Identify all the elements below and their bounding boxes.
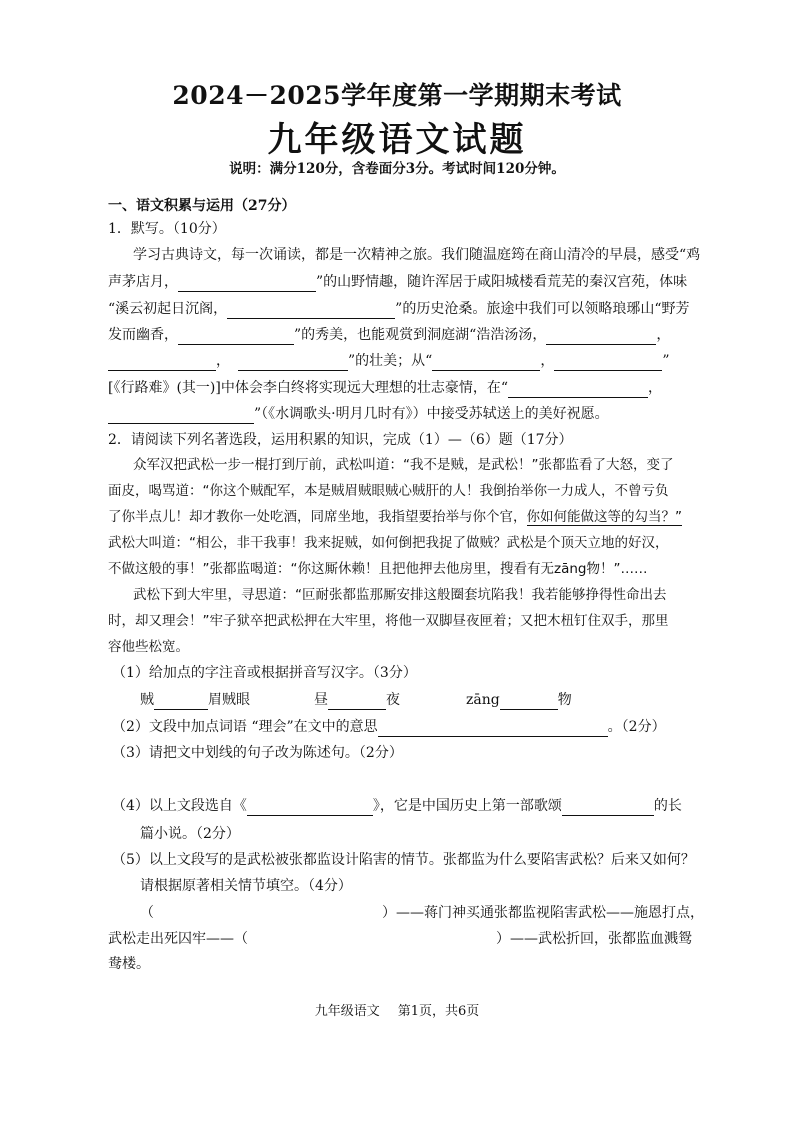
subq-4-cont: 篇小说。（2分） — [140, 826, 240, 842]
answer-blank[interactable] — [178, 328, 294, 345]
text: 武松走出死囚牢——（ — [108, 931, 248, 947]
subq-2 — [112, 717, 698, 737]
passage-line-8: 容他些松宽。 — [108, 639, 189, 655]
footer-page-number: 第1页，共6页 — [397, 1004, 480, 1019]
q1-line-5 — [108, 351, 694, 371]
answer-blank[interactable] — [238, 354, 348, 371]
text: zāng — [466, 692, 500, 708]
answer-blank[interactable] — [546, 328, 656, 345]
exam-title: 2024－2025学年度第一学期期末考试 — [172, 81, 622, 110]
text: ， — [540, 353, 555, 369]
text: 》，它是中国历史上第一部歌颂 — [372, 798, 562, 814]
q1-line-2 — [108, 272, 694, 292]
exam-subtitle: 九年级语文试题 — [267, 120, 527, 160]
text: ”的壮美；从“ — [348, 353, 433, 369]
text: ”（《水调歌头·明月几时有》）中接受苏轼送上的美好祝愿。 — [254, 406, 609, 422]
answer-blank[interactable] — [154, 693, 208, 710]
text: ”的山野情趣，随许浑居于咸阳城楼看荒芜的秦汉宫苑，体味 — [316, 274, 688, 290]
subq-5: （5）以上文段写的是武松被张都监设计陷害的情节。张都监为什么要陷害武松？后来又如何？ — [112, 852, 695, 868]
text: ）——武松折回，张都监血溅鸳 — [496, 931, 692, 947]
q1-line-4 — [108, 325, 694, 345]
subq-1: （1）给加点的字注音或根据拼音写汉字。（3分） — [112, 665, 417, 681]
q1-line-6 — [108, 378, 694, 398]
text: （2）文段中加点词语 “理会”在文中的意思 — [112, 719, 378, 735]
text: 眉贼眼 — [208, 692, 250, 708]
question-2-label: 2．请阅读下列名著选段，运用积累的知识，完成（1）—（6）题（17分） — [108, 432, 573, 448]
answer-blank[interactable] — [432, 354, 540, 371]
text: ”的历史沧桑。旅途中我们可以领略琅琊山“野芳 — [395, 301, 690, 317]
text: ”的秀美，也能观赏到洞庭湖“浩浩汤汤， — [294, 327, 547, 343]
answer-blank[interactable] — [247, 799, 373, 816]
answer-blank[interactable] — [108, 407, 254, 424]
text: ， — [216, 353, 230, 369]
answer-blank[interactable] — [554, 354, 662, 371]
section-heading: 一、语文积累与运用（27分） — [108, 198, 296, 214]
text: 。（2分） — [607, 719, 666, 735]
page-footer — [0, 1000, 794, 1019]
answer-blank[interactable] — [500, 693, 558, 710]
text: 声茅店月， — [108, 274, 178, 290]
subq-5-line-3: 鸯楼。 — [108, 956, 150, 972]
passage-line-2: 面皮，喝骂道：“你这个贼配军，本是贼眉贼眼贼心贼肝的人！我倒抬举你一力成人，不曾亏负 — [108, 483, 669, 499]
q1-line-1: 学习古典诗文，每一次诵读，都是一次精神之旅。我们随温庭筠在商山清冷的早晨，感受“鸡 — [133, 247, 701, 263]
text: 发而幽香， — [108, 327, 178, 343]
text: [《行路难》(其一)]中体会李白终将实现远大理想的壮志豪情，在“ — [108, 380, 509, 396]
answer-blank[interactable] — [562, 799, 654, 816]
text: 贼 — [140, 692, 154, 708]
footer-subject: 九年级语文 — [314, 1004, 380, 1019]
text: 昼 — [314, 692, 328, 708]
passage-line-7: 时，却又理会！”牢子狱卒把武松押在大牢里，将他一双脚昼夜匣着；又把木杻钉住双手，那里 — [108, 613, 669, 629]
subq-4 — [112, 796, 698, 816]
answer-blank[interactable] — [328, 693, 386, 710]
question-1-label: 1．默写。（10分） — [108, 221, 226, 237]
underlined-sentence: 你如何能做这等的勾当？” — [526, 509, 682, 525]
answer-blank[interactable] — [227, 302, 395, 319]
text: 的长 — [653, 798, 682, 814]
subq-5-line-2 — [108, 929, 694, 949]
subq-5-line-1 — [140, 903, 726, 923]
exam-note: 说明：满分120分，含卷面分3分。考试时间120分钟。 — [229, 161, 565, 177]
q1-line-3 — [108, 299, 694, 319]
subq-1-items — [140, 690, 726, 710]
text: 了你半点儿！却才教你一处吃酒，同席坐地，我指望要抬举与你个官， — [108, 509, 527, 525]
answer-blank[interactable] — [108, 354, 216, 371]
passage-line-3 — [108, 507, 694, 527]
text: ）——蒋门神买通张都监视陷害武松——施恩打点， — [382, 905, 704, 921]
text: ， — [656, 327, 671, 343]
text: ” — [662, 353, 670, 369]
text: 夜 — [386, 692, 400, 708]
passage-line-6: 武松下到大牢里，寻思道：“叵耐张都监那厮安排这般圈套坑陷我！我若能够挣得性命出去 — [133, 587, 667, 603]
passage-line-4: 武松大叫道：“相公，非干我事！我来捉贼，如何倒把我捉了做贼？武松是个顶天立地的好汉， — [108, 535, 669, 551]
text: （ — [140, 905, 154, 921]
answer-blank[interactable] — [508, 381, 648, 398]
subq-5-instruction: 请根据原著相关情节填空。（4分） — [140, 878, 352, 894]
text: （4）以上文段选自《 — [112, 798, 247, 814]
answer-blank[interactable] — [178, 275, 316, 292]
text: “溪云初起日沉阁， — [108, 301, 228, 317]
answer-blank[interactable] — [378, 720, 608, 737]
text: 物 — [557, 692, 572, 708]
passage-line-5: 不做这般的事！”张都监喝道：“你这厮休赖！且把他押去他房里，搜看有无zāng物！”…… — [108, 561, 648, 577]
text: ， — [648, 380, 663, 396]
q1-line-7 — [108, 404, 694, 424]
subq-3: （3）请把文中划线的句子改为陈述句。（2分） — [112, 745, 403, 761]
passage-line-1: 众军汉把武松一步一棍打到厅前，武松叫道：“我不是贼，是武松！”张都监看了大怒，变了 — [133, 457, 674, 473]
